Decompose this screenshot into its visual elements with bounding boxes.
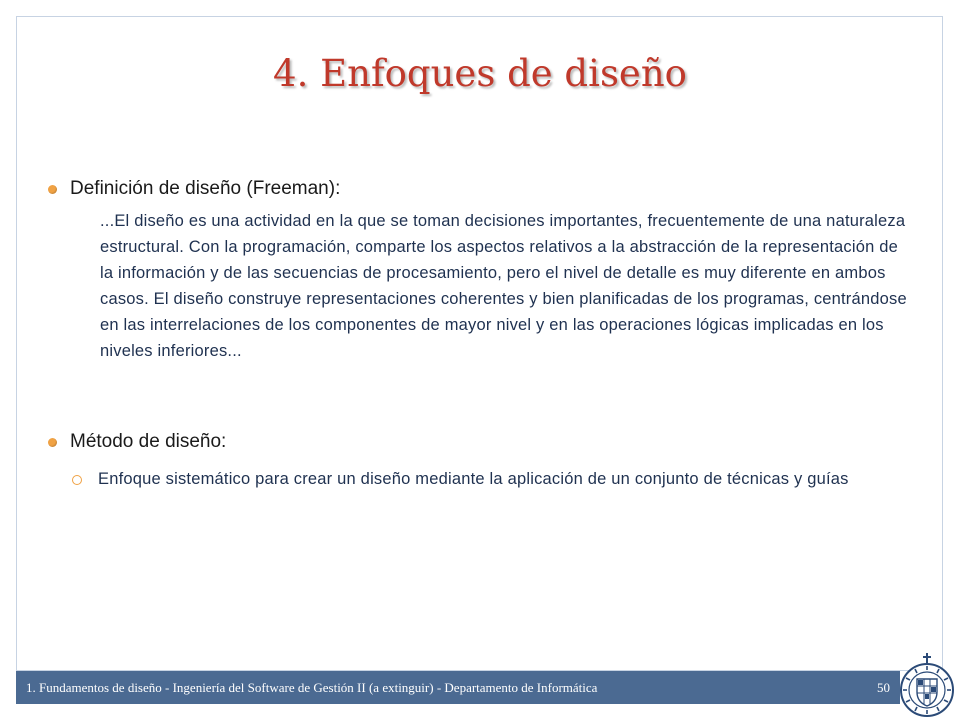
bullet-definition — [48, 176, 340, 202]
bullet-dot-icon — [48, 185, 57, 194]
bullet-definition-label: Definición de diseño (Freeman): — [70, 178, 341, 199]
bullet-method — [48, 429, 226, 455]
slide-title: 4. Enfoques de diseño — [273, 52, 687, 95]
freeman-quote: ...El diseño es una actividad en la que se toman decisiones importantes, frecuentemente de una naturaleza estructural. Con la programación, comparte los aspectos relativos a la abstracción de la representación de la información y de las secuencias de procesamiento, pero el nivel de detalle es muy diferente en ambos casos. El diseño construye representaciones coherentes y bien planificadas de los programas, centrándose en las interrelaciones de los componentes de mayor nivel y en las operaciones lógicas implicadas en los niveles inferiores... — [100, 212, 907, 360]
page-number: 50 — [877, 680, 890, 695]
footer-bar — [16, 671, 900, 704]
bullet-dot-icon — [48, 438, 57, 447]
ring-bullet-icon — [72, 475, 82, 485]
footer-text: 1. Fundamentos de diseño - Ingeniería del Software de Gestión II (a extinguir) - Departamento de Informática — [26, 680, 598, 695]
sub-bullet-method — [72, 466, 912, 492]
sub-bullet-text: Enfoque sistemático para crear un diseño mediante la aplicación de un conjunto de técnicas y guías — [98, 470, 849, 488]
university-seal-icon — [898, 652, 956, 718]
bullet-method-label: Método de diseño: — [70, 431, 227, 452]
